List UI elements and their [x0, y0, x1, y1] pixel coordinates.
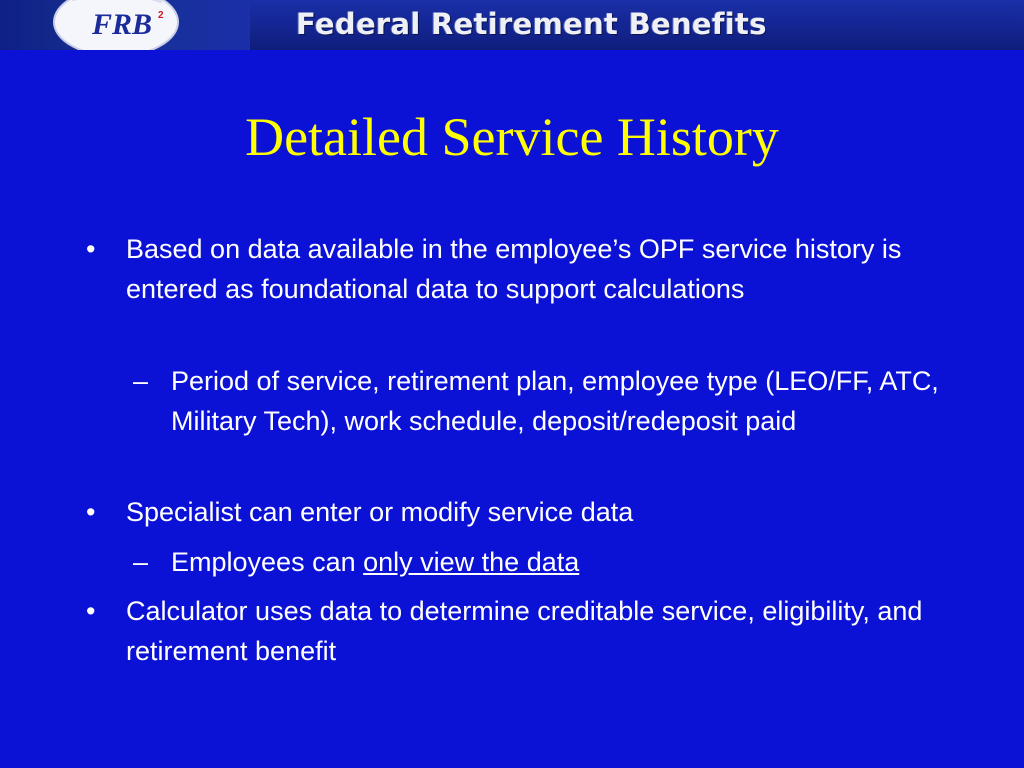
svg-text:2: 2: [158, 10, 164, 21]
bullet-2-sub-text: [171, 542, 951, 582]
bullet-1-sub-marker: –: [133, 366, 149, 396]
bullet-2-sub-prefix: Employees can: [171, 547, 364, 577]
bullet-1-sub-text: Period of service, retirement plan, employee type (LEO/FF, ATC, Military Tech), work schedule, deposit/redeposit paid: [171, 366, 939, 436]
bullet-3-marker: •: [86, 596, 96, 626]
bullet-2-text: Specialist can enter or modify service data: [126, 497, 634, 527]
bullet-2-marker: •: [86, 497, 96, 527]
bullet-1-text: Based on data available in the employee’s OPF service history is entered as foundational data to support calculations: [126, 234, 902, 304]
banner-title: Federal Retirement Benefits: [296, 7, 767, 41]
logo-text: FRB: [92, 8, 153, 41]
bullet-1-marker: •: [86, 234, 96, 264]
slide-title: Detailed Service History: [245, 107, 779, 167]
bullet-3-text: Calculator uses data to determine creditable service, eligibility, and retirement benefit: [126, 596, 923, 666]
bullet-2-sub-marker: –: [133, 547, 149, 577]
view-only-emphasis: only view the data: [363, 547, 580, 577]
